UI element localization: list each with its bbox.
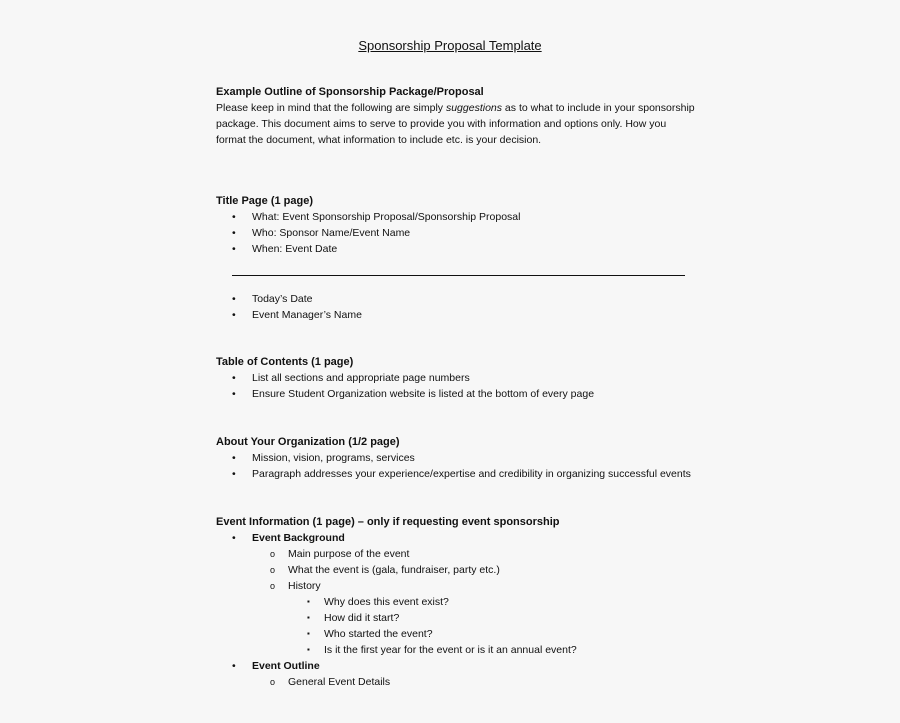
- toc-heading: Table of Contents (1 page): [216, 356, 354, 368]
- list-item: • Mission, vision, programs, services: [232, 452, 415, 464]
- list-item: • List all sections and appropriate page numbers: [232, 372, 470, 384]
- circle-bullet-icon: o: [270, 565, 276, 575]
- circle-bullet-icon: o: [270, 677, 276, 687]
- square-bullet-icon: ▪: [307, 645, 310, 654]
- list-item: • Ensure Student Organization website is listed at the bottom of every page: [232, 388, 595, 400]
- event-info-heading: Event Information (1 page) – only if requesting event sponsorship: [216, 516, 560, 528]
- bullet-icon: •: [232, 388, 236, 400]
- list-item: ▪ Is it the first year for the event or is it an annual event?: [307, 644, 577, 656]
- circle-bullet-icon: o: [270, 581, 276, 591]
- intro-emphasis: suggestions: [445, 102, 503, 114]
- document-title: Sponsorship Proposal Template: [358, 38, 542, 53]
- outline-heading: Example Outline of Sponsorship Package/Proposal: [216, 86, 484, 98]
- list-item: o What the event is (gala, fundraiser, party etc.): [270, 564, 500, 576]
- list-item: o Main purpose of the event: [270, 548, 410, 560]
- about-heading: About Your Organization (1/2 page): [216, 436, 400, 448]
- square-bullet-icon: ▪: [307, 597, 310, 606]
- list-item: o General Event Details: [270, 676, 391, 688]
- bullet-icon: •: [232, 452, 236, 464]
- toc-section: [216, 354, 696, 402]
- square-bullet-icon: ▪: [307, 613, 310, 622]
- list-item: ▪ How did it start?: [307, 612, 400, 624]
- list-item: • Today’s Date: [232, 293, 313, 305]
- about-section: [216, 434, 696, 482]
- list-item: o History: [270, 580, 321, 592]
- horizontal-rule: [232, 275, 685, 276]
- list-item: • Event Background: [232, 532, 345, 544]
- square-bullet-icon: ▪: [307, 629, 310, 638]
- list-item: ▪ Who started the event?: [307, 628, 433, 640]
- list-item: • Paragraph addresses your experience/expertise and credibility in organizing successful events: [232, 468, 691, 480]
- bullet-icon: •: [232, 660, 236, 672]
- list-item: ▪ Why does this event exist?: [307, 596, 449, 608]
- list-item: • When: Event Date: [232, 243, 338, 255]
- intro-paragraph: Please keep in mind that the following are simply suggestions as to what to include in your sponsorship package. This document aims to serve to provide you with information and options only. How you format the document, what information to include etc. is your decision.: [216, 102, 695, 146]
- list-item: • Who: Sponsor Name/Event Name: [232, 227, 411, 239]
- event-info-section: [216, 514, 696, 690]
- list-item: • Event Manager’s Name: [232, 309, 362, 321]
- intro-section: [216, 84, 696, 148]
- bullet-icon: •: [232, 468, 236, 480]
- bullet-icon: •: [232, 532, 236, 544]
- bullet-icon: •: [232, 309, 236, 321]
- bullet-icon: •: [232, 372, 236, 384]
- title-page-extra-list: [216, 291, 696, 323]
- bullet-icon: •: [232, 293, 236, 305]
- bullet-icon: •: [232, 211, 236, 223]
- list-item: • Event Outline: [232, 660, 320, 672]
- title-page-section: [216, 193, 696, 257]
- bullet-icon: •: [232, 243, 236, 255]
- circle-bullet-icon: o: [270, 549, 276, 559]
- list-item: • What: Event Sponsorship Proposal/Sponsorship Proposal: [232, 211, 521, 223]
- bullet-icon: •: [232, 227, 236, 239]
- title-page-heading: Title Page (1 page): [216, 195, 313, 207]
